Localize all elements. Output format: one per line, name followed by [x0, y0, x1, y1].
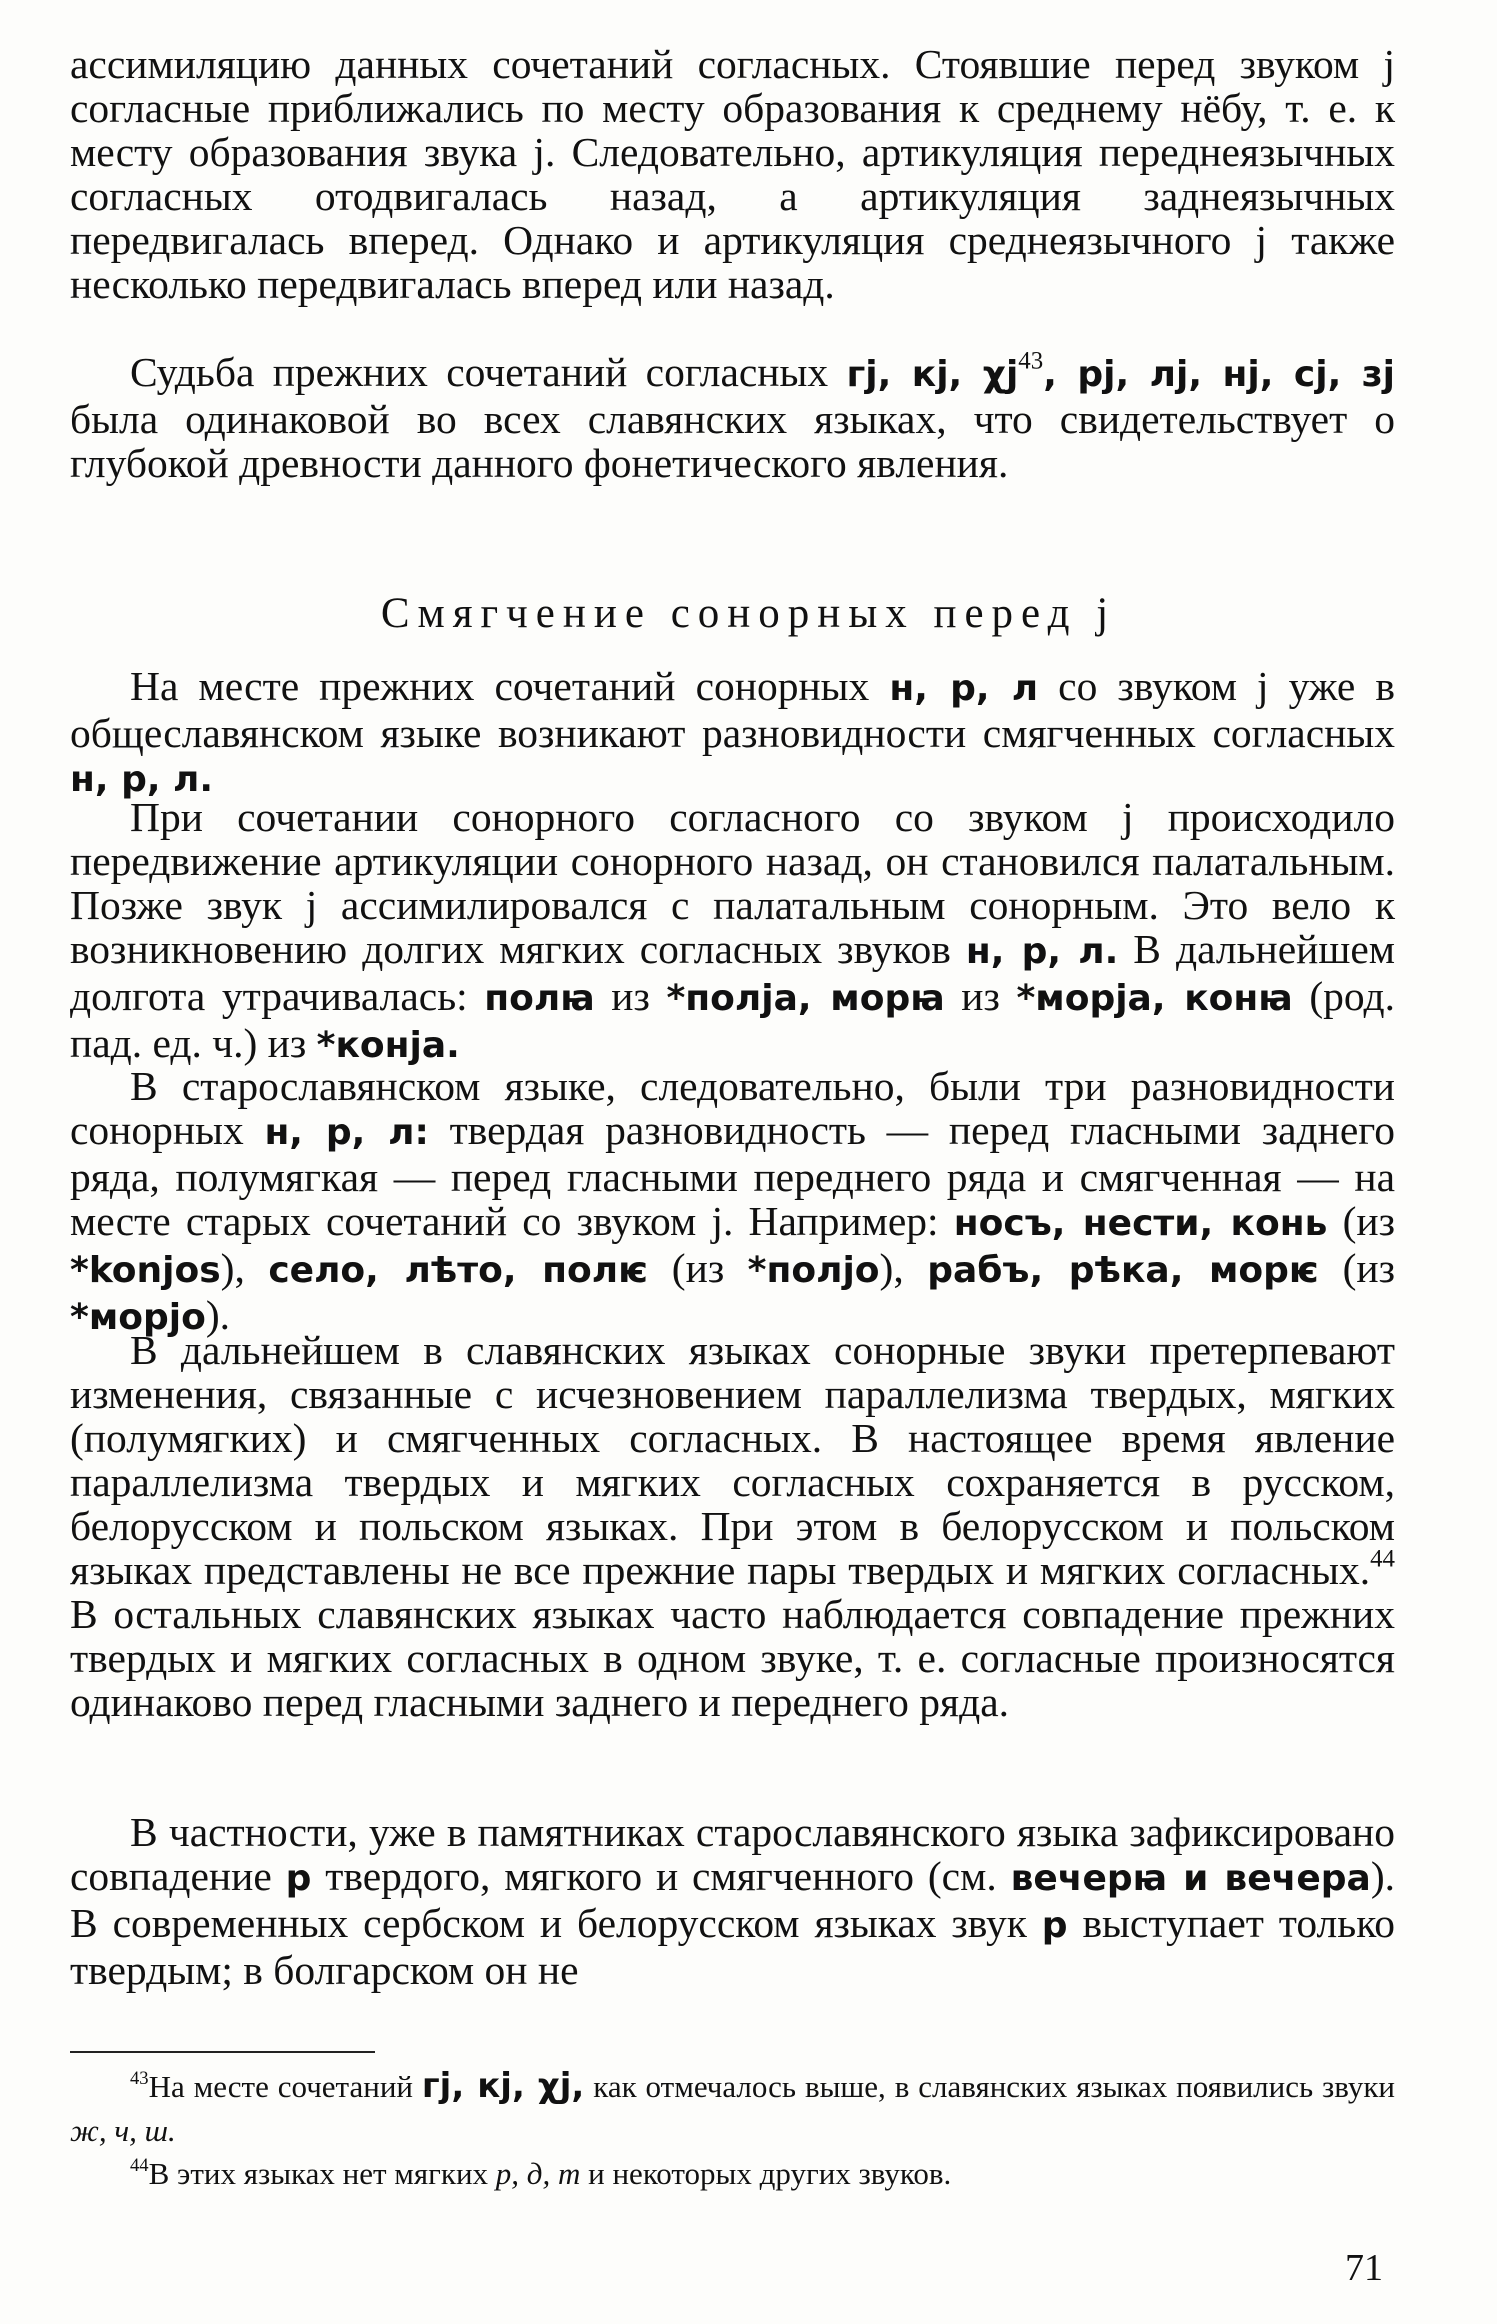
- paragraph-fate-of-clusters: Судьба прежних сочетаний согласных гj, кj, $\chi j^{43}$, рj, лj, нj, сj, зj была одинаковой во всех славянских языках, что свидетельствует о глубокой древности данного фонетического явления.: [70, 347, 1395, 486]
- paragraph-continuation: ассимиляцию данных сочетаний согласных. Стоявшие перед звуком j согласные приближались по месту образования к среднему нёбу, т. е. к месту образования звука j. Следовательно, артикуляция переднеязычных согласных отодвигалась назад, а артикуляция заднеязычных передвигалась вперед. Однако и артикуляция среднеязычного j также несколько передвигалась вперед или назад.: [70, 41, 1395, 307]
- paragraph-r-coincidence: В частности, уже в памятниках старославянского языка зафиксировано совпадение р твердого, мягкого и смягченного (см. вечерꙗ и вечера). В современных сербском и белорусском языках звук р выступает только твердым; в болгарском он не: [70, 1809, 1396, 1993]
- footnote-ref-43: 43: [1018, 347, 1044, 375]
- paragraph-three-varieties: В старославянском языке, следовательно, были три разновидности сонорных н, р, л: твердая разновидность — перед гласными заднего ряда, полумягкая — перед гласными переднего ряда и смягченная — на месте старых сочетаний со звуком j. Например: носъ, нести, конь (из *konjos), село, лѣто, полѥ (из *полjо), рабъ, рѣка, морѥ (из *морjо).: [70, 1063, 1395, 1338]
- footnote-43: $^{43}$На месте сочетаний гj, кj, χj, как отмечалось выше, в славянских языках появились звуки ж, ч, ш.: [70, 2066, 1395, 2148]
- paragraph-sonorants-intro: На месте прежних сочетаний сонорных н, р, л со звуком j уже в общеславянском языке возникают разновидности смягченных согласных н, р, л.: [70, 663, 1395, 800]
- paragraph-later-changes: В дальнейшем в славянских языках сонорные звуки претерпевают изменения, связанные с исчезновением параллелизма твердых, мягких (полумягких) и смягченных согласных. В настоящее время явление параллелизма твердых и мягких согласных сохраняется в русском, белорусском и польском языках. При этом в белорусском и польском языках представлены не все прежние пары твердых и мягких согласных.$^{44}$ В остальных славянских языках часто наблюдается совпадение прежних твердых и мягких согласных в одном звуке, т. е. согласные произносятся одинаково перед гласными заднего и переднего ряда.: [70, 1327, 1395, 1725]
- paragraph-palatalization: При сочетании сонорного согласного со звуком j происходило передвижение артикуляции сонорного назад, он становился палатальным. Позже звук j ассимилировался с палатальным сонорным. Это вело к возникновению долгих мягких согласных звуков н, р, л. В дальнейшем долгота утрачивалась: полꙗ из *полjа, морꙗ из *морjа, конꙗ (род. пад. ед. ч.) из *конjа.: [70, 794, 1395, 1066]
- section-heading: Смягчение сонорных перед j: [380, 590, 1117, 637]
- footnote-ref-44: 44: [1370, 1545, 1395, 1573]
- page-number: 71: [1345, 2247, 1383, 2289]
- footnote-divider: [70, 2051, 375, 2053]
- footnote-44: $^{44}$В этих языках нет мягких р, д, т и некоторых других звуков.: [130, 2154, 952, 2191]
